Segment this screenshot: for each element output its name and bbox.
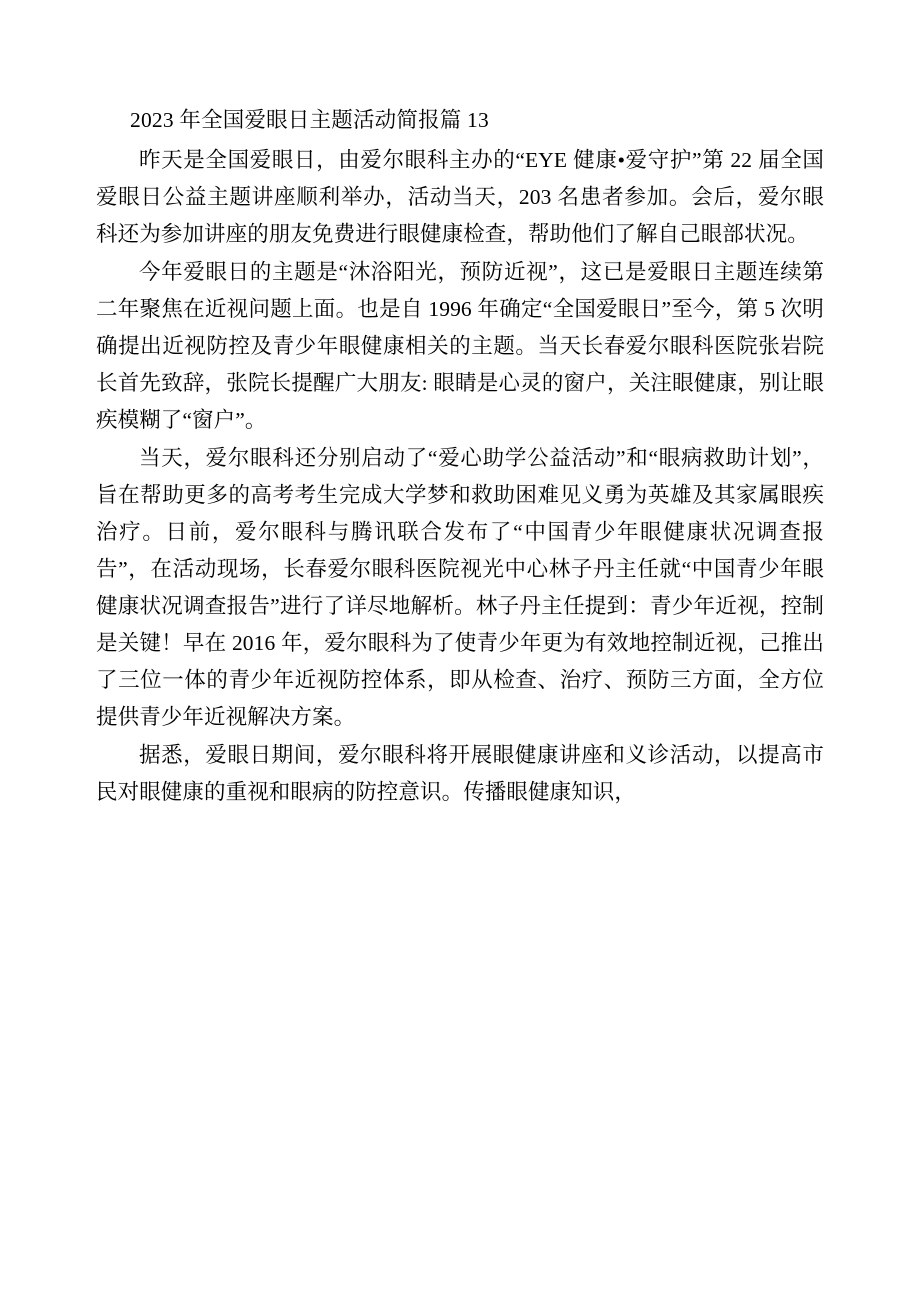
paragraph: 当天，爱尔眼科还分别启动了“爱心助学公益活动”和“眼病救助计划”，旨在帮助更多的高考考生完成大学梦和救助困难见义勇为英雄及其家属眼疾治疗。日前，爱尔眼科与腾讯联合发布了“中国青少年眼健康状况调查报告”，在活动现场，长春爱尔眼科医院视光中心林子丹主任就“中国青少年眼健康状况调查报告”进行了详尽地解析。林子丹主任提到：青少年近视，控制是关键！早在 2016 年，爱尔眼科为了使青少年更为有效地控制近视，己推出了三位一体的青少年近视防控体系，即从检查、治疗、预防三方面，全方位提供青少年近视解决方案。 (96, 446, 824, 729)
paragraph: 昨天是全国爱眼日，由爱尔眼科主办的“EYE 健康•爱守护”第 22 届全国爱眼日公益主题讲座顺利举办，活动当天，203 名患者参加。会后，爱尔眼科还为参加讲座的朋友免费进行眼健康检查，帮助他们了解自己眼部状况。 (96, 148, 824, 247)
paragraph: 今年爱眼日的主题是“沐浴阳光，预防近视”，这已是爱眼日主题连续第二年聚焦在近视问题上面。也是自 1996 年确定“全国爱眼日”至今，第 5 次明确提出近视防控及青少年眼健康相关的主题。当天长春爱尔眼科医院张岩院长首先致辞，张院长提醒广大朋友: 眼睛是心灵的窗户，关注眼健康，别让眼疾模糊了“窗户”。 (96, 260, 824, 433)
paragraph: 据悉，爱眼日期间，爱尔眼科将开展眼健康讲座和义诊活动，以提高市民对眼健康的重视和眼病的防控意识。传播眼健康知识， (96, 742, 824, 804)
page-title: 2023 年全国爱眼日主题活动简报篇 13 (130, 108, 489, 132)
